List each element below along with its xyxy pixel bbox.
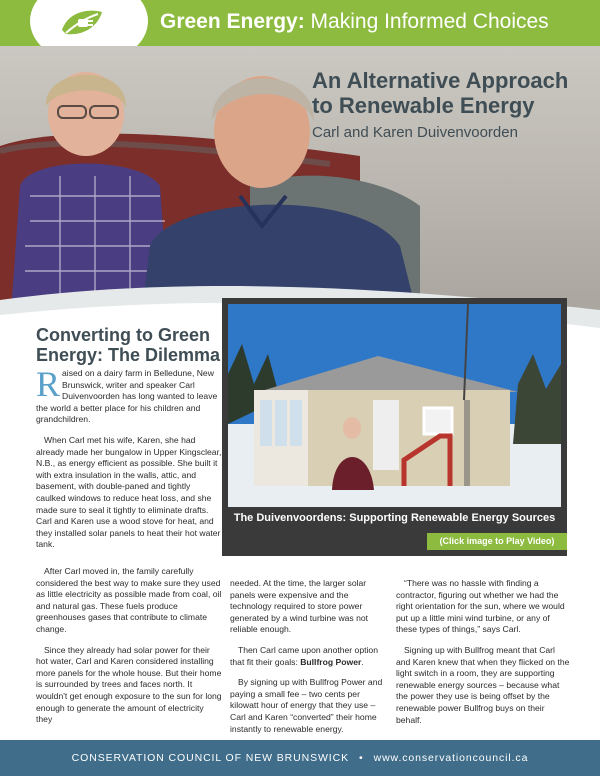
paragraph: Signing up with Bullfrog meant that Carl and Karen knew that when they flicked on the light switch in a room, they are supporting renewable energy sources – because what the power they use is being offset by the renewable power Bullfrog buys on their behalf. bbox=[396, 644, 570, 725]
paragraph: needed. At the time, the larger solar panels were expensive and the technology required to store power generated by a wind turbine was not reliable enough. bbox=[230, 578, 369, 635]
article-column-3 bbox=[396, 578, 570, 735]
house-photo[interactable] bbox=[228, 304, 561, 507]
drop-cap: R bbox=[36, 364, 61, 404]
video-thumbnail[interactable] bbox=[222, 298, 567, 556]
video-caption: The Duivenvoordens: Supporting Renewable Energy Sources bbox=[233, 512, 556, 524]
article-title: An Alternative Approach to Renewable Energy bbox=[312, 68, 569, 118]
paragraph: “There was no hassle with finding a contractor, figuring out whether we had the right orientation for the sun, where we would put up a little mini wind turbine, or any of these types of things,” says Carl. bbox=[396, 578, 565, 635]
play-video-button[interactable]: (Click image to Play Video) bbox=[427, 533, 567, 550]
article-column-1-lower bbox=[36, 566, 222, 735]
paragraph: Since they already had solar power for their hot water, Carl and Karen considered installing more panels for the whole house. But their home is surrounded by trees and faces north. It wouldn't get enough exposure to the sun for long enough to generate the amount of electricity they bbox=[36, 644, 222, 725]
banner-title: Green Energy: Making Informed Choices bbox=[160, 10, 549, 33]
footer-separator: • bbox=[359, 752, 364, 764]
paragraph: After Carl moved in, the family carefully considered the best way to make sure they used as little electricity as possible made from coal, oil and natural gas. These fuels produce greenhouses gases that contribute to climate change. bbox=[36, 566, 222, 634]
paragraph: By signing up with Bullfrog Power and paying a small fee – two cents per kilowatt hour of energy that they use – Carl and Karen “converted” their home instantly to renewable energy. bbox=[230, 677, 383, 734]
plug-leaf-icon bbox=[58, 6, 106, 40]
article-column-2 bbox=[230, 578, 384, 744]
bullfrog-power-emphasis: Bullfrog Power bbox=[300, 656, 362, 667]
article-column-1 bbox=[36, 364, 222, 560]
article-subtitle: Carl and Karen Duivenvoorden bbox=[312, 124, 518, 141]
hero-text-block bbox=[312, 68, 592, 141]
footer-url[interactable]: www.conservationcouncil.ca bbox=[373, 752, 529, 764]
paragraph: Raised on a dairy farm in Belledune, New Brunswick, writer and speaker Carl Duivenvoorden has long wanted to leave the world a better place for his children and grandchildren. bbox=[36, 364, 218, 425]
footer-bar bbox=[0, 740, 600, 776]
paragraph: When Carl met his wife, Karen, she had already made her bungalow in Upper Kingsclear, N.B., as energy efficient as possible. She built it with extra insulation in the walls, attic, and basement, with double-paned and tightly caulked windows to reduce heat loss, and she made sure to seal it tightly to eliminate drafts. Carl and Karen use a wood stove for heat, and they installed solar panels to heat their hot water tank. bbox=[36, 434, 222, 550]
paragraph: Then Carl came upon another option that fit their goals: Bullfrog Power. bbox=[230, 644, 378, 667]
header-banner bbox=[0, 0, 600, 46]
footer-org: CONSERVATION COUNCIL OF NEW BRUNSWICK bbox=[71, 752, 350, 764]
section-heading: Converting to Green Energy: The Dilemma bbox=[36, 325, 221, 365]
